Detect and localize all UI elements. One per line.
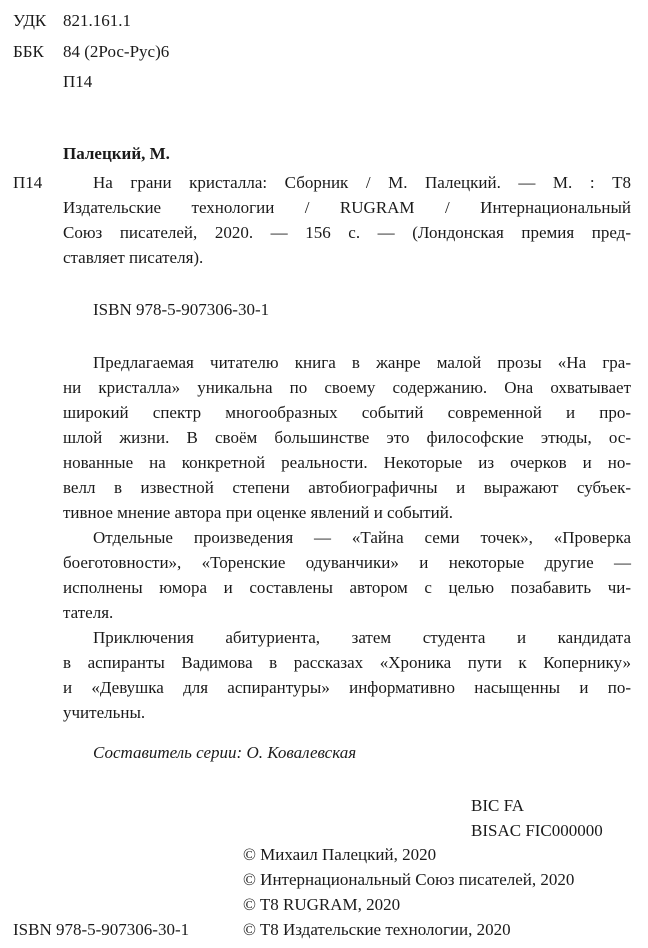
bbk-label: ББК [13,42,44,61]
annotation-line: тивное мнение автора при оценке явлений и событий. [63,503,454,522]
annotation-line: шлой жизни. В своём большинстве это философские этюды, ос- [63,428,631,447]
bisac-code: BISAC FIC000000 [471,821,603,840]
annotation-line: тателя. [63,603,114,622]
side-mark: П14 [13,173,43,192]
udk-label: УДК [13,11,47,30]
bic-code: BIC FA [471,796,525,815]
isbn: ISBN 978-5-907306-30-1 [93,300,270,319]
annotation-line: исполнены юмора и составлены автором с целью позабавить чи- [63,578,631,597]
copyright-line: © Михаил Палецкий, 2020 [243,845,437,864]
annotation-line: боеготовности», «Торенские одуванчики» и некоторые другие — [63,553,631,572]
description-line: ставляет писателя). [63,248,204,267]
annotation-line: Предлагаемая читателю книга в жанре малой прозы «На гра- [93,353,631,372]
annotation-line: и «Девушка для аспирантуры» информативно насыщенны и по- [63,678,631,697]
bbk-value: 84 (2Рос-Рус)6 [63,42,170,61]
annotation-line: велл в известной степени автобиографичны и выражают субъек- [63,478,631,497]
description-line: На грани кристалла: Сборник / М. Палецкий. — М. : Т8 [93,173,631,192]
footer-isbn: ISBN 978-5-907306-30-1 [13,920,190,939]
annotation-line: Приключения абитуриента, затем студента и кандидата [93,628,631,647]
series-compiler: Составитель серии: О. Ковалевская [93,743,357,762]
author-heading: Палецкий, М. [63,144,170,163]
udk-value: 821.161.1 [63,11,131,30]
annotation-line: учительны. [63,703,146,722]
annotation-line: в аспиранты Вадимова в рассказах «Хроника пути к Копернику» [63,653,631,672]
copyright-line: © Интернациональный Союз писателей, 2020 [243,870,575,889]
copyright-line: © T8 RUGRAM, 2020 [243,895,401,914]
annotation-line: ни кристалла» уникальна по своему содержанию. Она охватывает [63,378,631,397]
copyright-line: © T8 Издательские технологии, 2020 [243,920,511,939]
annotation-line: широкий спектр многообразных событий современной и про- [63,403,631,422]
annotation-line: Отдельные произведения — «Тайна семи точек», «Проверка [93,528,631,547]
description-line: Издательские технологии / RUGRAM / Интернациональный [63,198,631,217]
annotation-line: нованные на конкретной реальности. Некоторые из очерков и но- [63,453,631,472]
author-mark: П14 [63,72,93,91]
description-line: Союз писателей, 2020. — 156 с. — (Лондонская премия пред- [63,223,631,242]
